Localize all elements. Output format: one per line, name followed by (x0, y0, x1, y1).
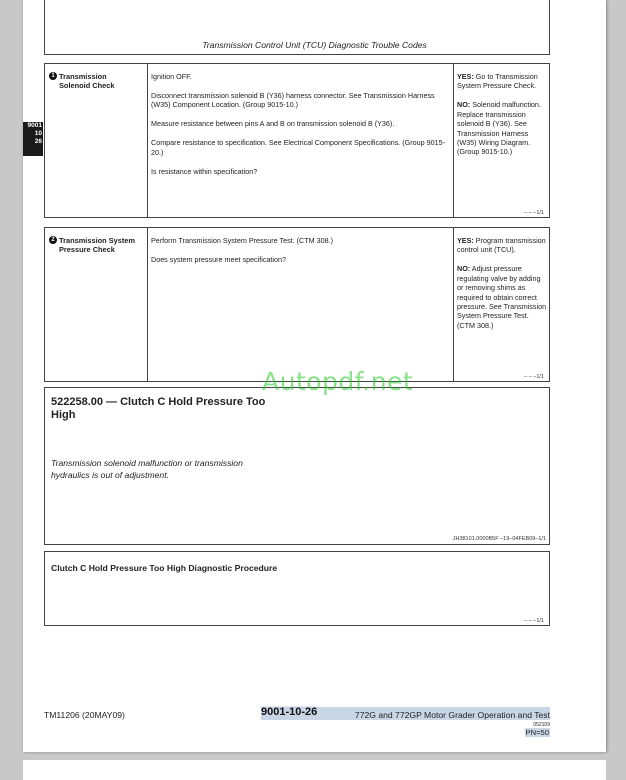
step-2-title: 2 Transmission System Pressure Check (49, 236, 145, 254)
side-tab-line-2: 10 (34, 130, 42, 137)
footer-page-number: PN=50 (525, 728, 549, 737)
side-tab-line-3: 26 (34, 138, 42, 145)
footer-page-code: 9001-10-26 (261, 706, 318, 718)
code-section-description: Transmission solenoid malfunction or transmission hydraulics is out of adjustment. (51, 458, 243, 480)
step-1-box (44, 63, 550, 218)
step-2-result: YES: Program transmission control unit (TCU). NO: Adjust pressure regulating valve by adding or removing shims as required to obtain correct pressure. See Transmission System Pressure Test. (CTM 308.) (457, 236, 547, 330)
step-2-action: Perform Transmission System Pressure Test. (CTM 308.) Does system pressure meet specification? (151, 236, 333, 264)
procedure-box (44, 551, 550, 626)
footer-manual-title: 772G and 772GP Motor Grader Operation and Test (354, 710, 550, 720)
continuation-mark: – – –1/1 (524, 374, 544, 380)
page-title: Transmission Control Unit (TCU) Diagnostic Trouble Codes (202, 40, 427, 50)
side-tab (23, 122, 43, 156)
document-page (23, 0, 606, 752)
step-2-box (44, 227, 550, 382)
code-section-box (44, 387, 550, 545)
watermark: Autopdf.net (262, 367, 414, 396)
step-1-title: 1 Transmission Solenoid Check (49, 72, 145, 90)
procedure-title: Clutch C Hold Pressure Too High Diagnostic Procedure (51, 563, 278, 573)
footer-date-code: 052109 (533, 722, 550, 728)
step-number-icon: 1 (49, 72, 57, 80)
continuation-mark: – – –1/1 (524, 618, 544, 624)
next-page-edge (23, 760, 606, 780)
footer-manual-id: TM11206 (20MAY09) (44, 710, 125, 720)
code-section-ref: JH38101,0000B5F –19–04FEB09–1/1 (452, 536, 546, 542)
code-section-title: 522258.00 — Clutch C Hold Pressure Too High (51, 396, 266, 421)
step-1-action: Ignition OFF. Disconnect transmission solenoid B (Y36) harness connector. See Transmission Harness (W35) Component Location. (Group 9015-10.) Measure resistance between pins A and B on transmission solenoid B (Y36). Compare resistance to specification. See Electrical Component Specifications. (Group 9015-20.) Is resistance within specification? (151, 72, 446, 176)
continuation-mark: – – –1/1 (524, 210, 544, 216)
step-1-result: YES: Go to Transmission System Pressure Check. NO: Solenoid malfunction. Replace transmission solenoid B (Y36). See Transmission Harness (W35) Wiring Diagram. (Group 9015-10.) (457, 72, 541, 157)
side-tab-line-1: 9001 (27, 122, 42, 129)
step-number-icon: 2 (49, 236, 57, 244)
